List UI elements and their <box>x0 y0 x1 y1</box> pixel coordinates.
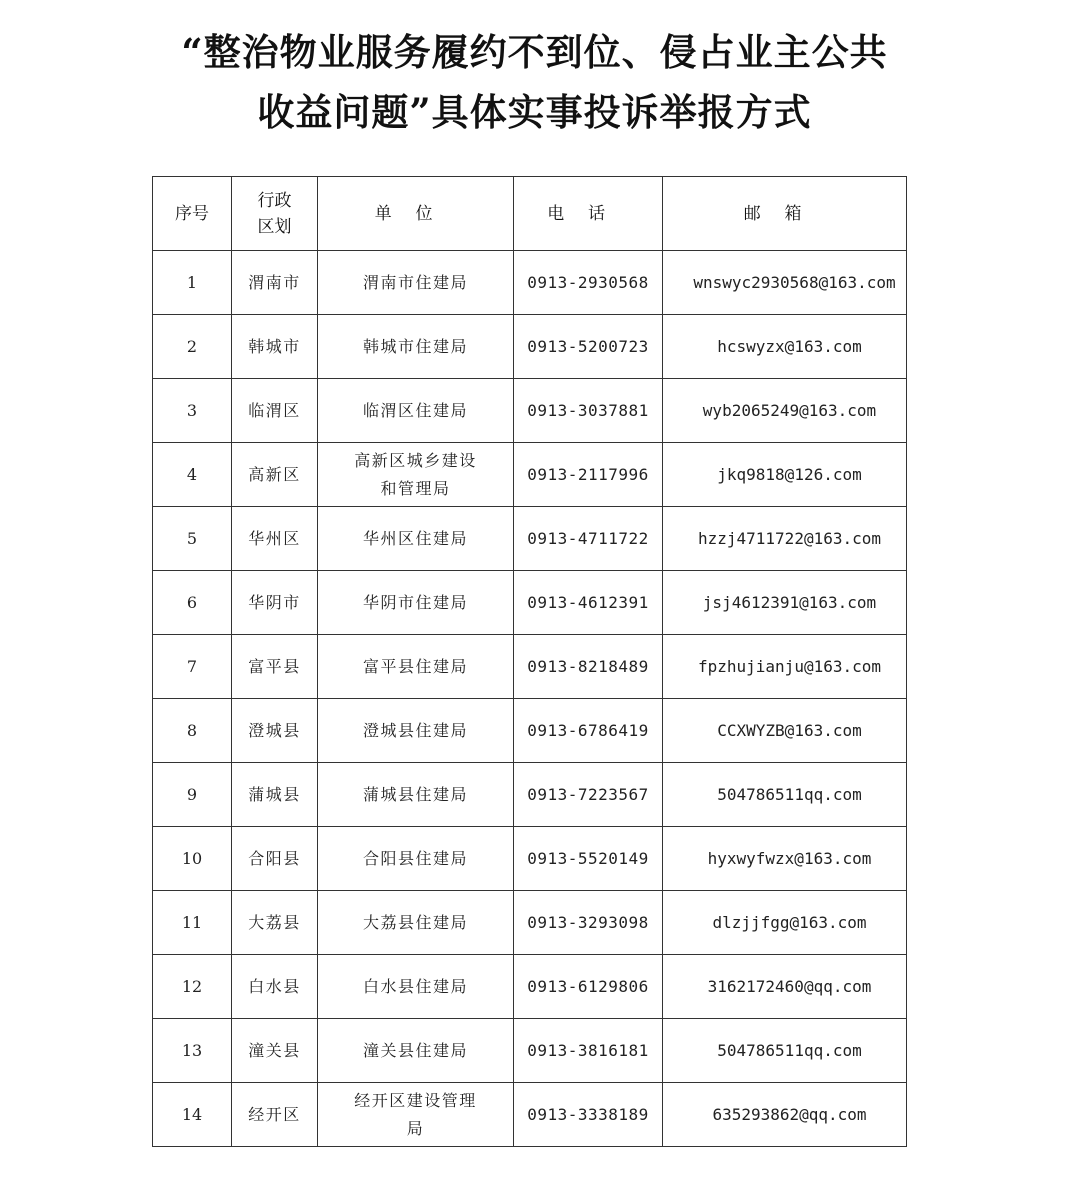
row-unit: 大荔县住建局 <box>318 891 514 955</box>
row-region: 富平县 <box>232 635 318 699</box>
row-region: 大荔县 <box>232 891 318 955</box>
row-phone: 0913-3338189 <box>514 1083 663 1147</box>
row-phone: 0913-2117996 <box>514 443 663 507</box>
title-line-2: 收益问题”具体实事投诉举报方式 <box>257 90 812 134</box>
table-row <box>153 315 907 379</box>
table-row <box>153 1019 907 1083</box>
header-region <box>232 177 318 251</box>
row-unit: 经开区建设管理局 <box>318 1083 514 1147</box>
row-region: 澄城县 <box>232 699 318 763</box>
row-email: 504786511qq.com <box>663 1019 907 1083</box>
table-row <box>153 827 907 891</box>
row-phone: 0913-5200723 <box>514 315 663 379</box>
row-email: fpzhujianju@163.com <box>663 635 907 699</box>
row-phone: 0913-5520149 <box>514 827 663 891</box>
row-index: 12 <box>153 955 232 1019</box>
row-index: 11 <box>153 891 232 955</box>
row-phone: 0913-2930568 <box>514 251 663 315</box>
row-email: dlzjjfgg@163.com <box>663 891 907 955</box>
row-unit: 白水县住建局 <box>318 955 514 1019</box>
document-title <box>0 22 1069 142</box>
row-phone: 0913-4612391 <box>514 571 663 635</box>
row-index: 5 <box>153 507 232 571</box>
row-phone: 0913-7223567 <box>514 763 663 827</box>
table-row <box>153 571 907 635</box>
table-header <box>153 177 907 251</box>
row-email: wyb2065249@163.com <box>663 379 907 443</box>
row-email: jsj4612391@163.com <box>663 571 907 635</box>
table-body <box>153 251 907 1147</box>
row-unit: 高新区城乡建设和管理局 <box>318 443 514 507</box>
table-row <box>153 955 907 1019</box>
row-email: jkq9818@126.com <box>663 443 907 507</box>
title-line-1: “整治物业服务履约不到位、侵占业主公共 <box>181 30 888 74</box>
row-region: 合阳县 <box>232 827 318 891</box>
row-email: hcswyzx@163.com <box>663 315 907 379</box>
table-row <box>153 507 907 571</box>
row-unit: 华阴市住建局 <box>318 571 514 635</box>
table-row <box>153 443 907 507</box>
row-region: 白水县 <box>232 955 318 1019</box>
row-index: 3 <box>153 379 232 443</box>
row-index: 4 <box>153 443 232 507</box>
header-email: 邮箱 <box>663 177 907 251</box>
row-unit: 富平县住建局 <box>318 635 514 699</box>
row-region: 华州区 <box>232 507 318 571</box>
row-region: 高新区 <box>232 443 318 507</box>
row-email: hzzj4711722@163.com <box>663 507 907 571</box>
row-index: 9 <box>153 763 232 827</box>
row-unit: 澄城县住建局 <box>318 699 514 763</box>
row-index: 7 <box>153 635 232 699</box>
table-row <box>153 763 907 827</box>
header-region-line-1: 行政 <box>257 190 292 211</box>
row-unit: 韩城市住建局 <box>318 315 514 379</box>
table-row <box>153 251 907 315</box>
row-email: wnswyc2930568@163.com <box>663 251 907 315</box>
table-row <box>153 1083 907 1147</box>
row-email: 504786511qq.com <box>663 763 907 827</box>
contact-table <box>152 176 907 1147</box>
row-phone: 0913-3816181 <box>514 1019 663 1083</box>
row-email: CCXWYZB@163.com <box>663 699 907 763</box>
row-phone: 0913-4711722 <box>514 507 663 571</box>
row-unit: 华州区住建局 <box>318 507 514 571</box>
header-index: 序号 <box>153 177 232 251</box>
row-phone: 0913-8218489 <box>514 635 663 699</box>
row-unit: 潼关县住建局 <box>318 1019 514 1083</box>
row-region: 华阴市 <box>232 571 318 635</box>
header-row <box>153 177 907 251</box>
row-phone: 0913-6129806 <box>514 955 663 1019</box>
table-row <box>153 379 907 443</box>
row-email: hyxwyfwzx@163.com <box>663 827 907 891</box>
row-phone: 0913-3037881 <box>514 379 663 443</box>
row-region: 韩城市 <box>232 315 318 379</box>
row-index: 6 <box>153 571 232 635</box>
row-region: 渭南市 <box>232 251 318 315</box>
row-region: 经开区 <box>232 1083 318 1147</box>
row-region: 潼关县 <box>232 1019 318 1083</box>
row-email: 3162172460@qq.com <box>663 955 907 1019</box>
row-index: 10 <box>153 827 232 891</box>
table-row <box>153 699 907 763</box>
row-index: 14 <box>153 1083 232 1147</box>
row-region: 临渭区 <box>232 379 318 443</box>
header-phone: 电话 <box>514 177 663 251</box>
row-index: 8 <box>153 699 232 763</box>
row-index: 13 <box>153 1019 232 1083</box>
row-unit: 渭南市住建局 <box>318 251 514 315</box>
table-row <box>153 635 907 699</box>
row-region: 蒲城县 <box>232 763 318 827</box>
header-unit: 单位 <box>318 177 514 251</box>
row-phone: 0913-6786419 <box>514 699 663 763</box>
row-phone: 0913-3293098 <box>514 891 663 955</box>
header-region-line-2: 区划 <box>257 216 292 237</box>
row-index: 2 <box>153 315 232 379</box>
row-unit: 蒲城县住建局 <box>318 763 514 827</box>
row-email: 635293862@qq.com <box>663 1083 907 1147</box>
row-index: 1 <box>153 251 232 315</box>
row-unit: 临渭区住建局 <box>318 379 514 443</box>
row-unit: 合阳县住建局 <box>318 827 514 891</box>
table-row <box>153 891 907 955</box>
